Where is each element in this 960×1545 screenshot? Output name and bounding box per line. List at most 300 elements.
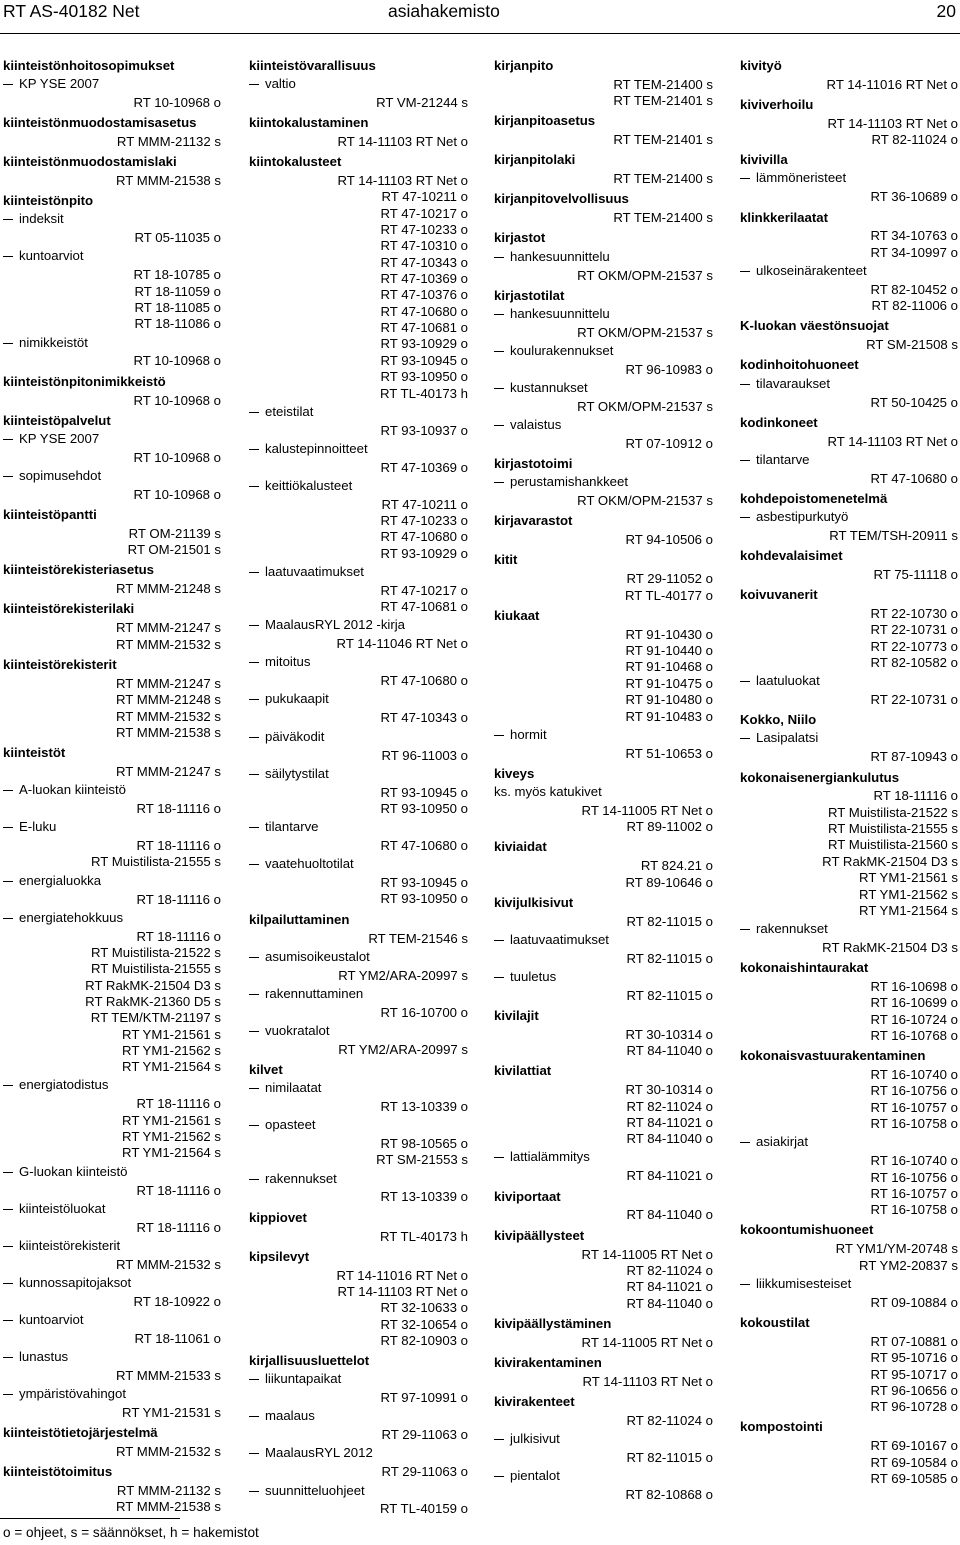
reference-code: RT 18-11116 o bbox=[136, 1096, 221, 1112]
reference-code: RT 84-11040 o bbox=[626, 1043, 713, 1059]
reference-code: RT YM1-21562 s bbox=[859, 886, 958, 902]
reference-code: RT 16-10740 o bbox=[870, 1067, 958, 1083]
reference-code: RT TL-40159 o bbox=[380, 1501, 468, 1517]
reference-code: RT 47-10343 o bbox=[380, 254, 468, 270]
reference-code: RT 84-11021 o bbox=[626, 1114, 713, 1130]
reference-code: RT 18-11059 o bbox=[134, 283, 221, 299]
index-column-1 bbox=[3, 54, 221, 1516]
reference-code: RT RakMK-21360 D5 s bbox=[85, 993, 221, 1009]
reference-code: RT 93-10945 o bbox=[380, 352, 468, 368]
reference-code: RT 93-10945 o bbox=[380, 875, 468, 891]
reference-code: RT TEM-21400 s bbox=[613, 76, 713, 92]
reference-code: RT MMM-21532 s bbox=[115, 708, 221, 724]
reference-code: RT YM2/ARA-20997 s bbox=[338, 967, 468, 983]
reference-code: RT 96-10656 o bbox=[870, 1382, 958, 1398]
index-heading: kokoontumishuoneet bbox=[740, 1222, 874, 1238]
reference-code: RT 82-10903 o bbox=[380, 1332, 468, 1348]
reference-code: RT 95-10717 o bbox=[870, 1366, 958, 1382]
reference-code: RT 14-11005 RT Net o bbox=[581, 1334, 713, 1350]
reference-code: RT 16-10740 o bbox=[870, 1153, 958, 1169]
reference-code: RT 22-10731 o bbox=[870, 692, 958, 708]
reference-code: RT Muistilista-21555 s bbox=[91, 854, 221, 870]
index-heading: kirjanpitovelvollisuus bbox=[494, 191, 629, 207]
reference-code: RT TEM/TSH-20911 s bbox=[829, 527, 958, 543]
index-heading: kivirakenteet bbox=[494, 1393, 575, 1409]
reference-code: RT 07-10912 o bbox=[625, 435, 713, 451]
index-heading: kiinteistönpitonimikkeistö bbox=[3, 373, 166, 389]
index-heading: kilpailuttaminen bbox=[249, 911, 350, 927]
reference-code: RT 98-10565 o bbox=[380, 1136, 468, 1152]
reference-code: RT 34-10997 o bbox=[870, 244, 958, 260]
reference-code: RT TEM-21400 s bbox=[613, 210, 713, 226]
reference-code: RT OM-21501 s bbox=[127, 542, 221, 558]
reference-code: RT 82-11015 o bbox=[626, 1449, 713, 1465]
reference-code: RT Muistilista-21555 s bbox=[828, 821, 958, 837]
reference-code: RT 22-10731 o bbox=[870, 622, 958, 638]
index-subentry: ulkoseinärakenteet bbox=[740, 263, 958, 279]
reference-code: RT 75-11118 o bbox=[873, 566, 958, 582]
index-subentry: koulurakennukset bbox=[494, 343, 713, 359]
reference-code: RT 824.21 o bbox=[640, 858, 713, 874]
index-subentry: A-luokan kiinteistö bbox=[3, 782, 221, 798]
reference-code: RT 84-11021 o bbox=[626, 1279, 713, 1295]
index-subentry: kiinteistöluokat bbox=[3, 1201, 221, 1217]
index-heading: K-luokan väestönsuojat bbox=[740, 318, 889, 334]
index-subentry: liikkumisesteiset bbox=[740, 1276, 958, 1292]
index-subentry: indeksit bbox=[3, 211, 221, 227]
reference-code: RT Muistilista-21522 s bbox=[828, 804, 958, 820]
index-subentry: MaalausRYL 2012 bbox=[249, 1445, 468, 1461]
index-heading: kiinteistönmuodostamislaki bbox=[3, 154, 177, 170]
index-subentry: kuntoarviot bbox=[3, 248, 221, 264]
reference-code: RT 69-10167 o bbox=[870, 1438, 958, 1454]
reference-code: RT 82-11024 o bbox=[626, 1098, 713, 1114]
index-subentry: kuntoarviot bbox=[3, 1312, 221, 1328]
reference-code: RT YM1-21531 s bbox=[122, 1404, 221, 1420]
reference-code: RT 18-11116 o bbox=[136, 801, 221, 816]
reference-code: RT 91-10440 o bbox=[625, 643, 713, 659]
index-heading: kivipäällysteet bbox=[494, 1227, 585, 1243]
reference-code: RT MMM-21532 s bbox=[115, 1256, 221, 1272]
index-note: ks. myös katukivet bbox=[494, 783, 602, 799]
reference-code: RT MMM-21532 s bbox=[115, 636, 221, 652]
reference-code: RT 36-10689 o bbox=[870, 189, 958, 205]
index-subentry: Lasipalatsi bbox=[740, 730, 958, 746]
reference-code: RT 93-10929 o bbox=[380, 336, 468, 352]
index-subentry: perustamishankkeet bbox=[494, 474, 713, 490]
reference-code: RT 47-10376 o bbox=[380, 287, 468, 303]
reference-code: RT 16-10699 o bbox=[870, 995, 958, 1011]
index-subentry: energiatodistus bbox=[3, 1077, 221, 1093]
reference-code: RT TEM/KTM-21197 s bbox=[90, 1010, 221, 1026]
reference-code: RT 82-10452 o bbox=[870, 281, 958, 297]
index-heading: kirjanpitolaki bbox=[494, 152, 576, 168]
reference-code: RT 32-10633 o bbox=[380, 1300, 468, 1316]
index-subentry: nimilaatat bbox=[249, 1080, 468, 1096]
reference-code: RT 10-10968 o bbox=[133, 392, 221, 408]
reference-code: RT YM1-21561 s bbox=[859, 870, 958, 886]
reference-code: RT MMM-21248 s bbox=[115, 692, 221, 708]
index-subentry: sopimusehdot bbox=[3, 468, 221, 484]
index-subentry: kustannukset bbox=[494, 380, 713, 396]
index-subentry: hankesuunnittelu bbox=[494, 306, 713, 322]
index-heading: kirjastotoimi bbox=[494, 456, 573, 472]
document-title: asiahakemisto bbox=[388, 1, 500, 21]
header-rule bbox=[0, 33, 960, 34]
index-heading: kiintokalusteet bbox=[249, 154, 342, 170]
reference-code: RT 18-10922 o bbox=[133, 1293, 221, 1309]
index-heading: kirjavarastot bbox=[494, 513, 573, 529]
reference-code: RT 82-11015 o bbox=[626, 950, 713, 966]
reference-code: RT 14-11103 RT Net o bbox=[582, 1373, 713, 1389]
reference-code: RT 69-10585 o bbox=[870, 1470, 958, 1486]
index-subentry: eteistilat bbox=[249, 404, 468, 420]
reference-code: RT TEM-21401 s bbox=[613, 132, 713, 148]
index-heading: kiinteistörekisterilaki bbox=[3, 601, 135, 617]
reference-code: RT 89-10646 o bbox=[625, 874, 713, 890]
index-subentry: asumisoikeustalot bbox=[249, 949, 468, 965]
index-heading: kirjanpitoasetus bbox=[494, 113, 596, 129]
index-heading: kohdevalaisimet bbox=[740, 548, 843, 564]
index-heading: kiveys bbox=[494, 765, 535, 781]
index-heading: kohdepoistomenetelmä bbox=[740, 490, 888, 506]
reference-code: RT YM2-20837 s bbox=[859, 1257, 958, 1273]
reference-code: RT 94-10506 o bbox=[625, 532, 713, 548]
reference-code: RT TL-40177 o bbox=[625, 587, 713, 603]
reference-code: RT 84-11040 o bbox=[626, 1207, 713, 1223]
index-heading: kiinteistörekisterit bbox=[3, 656, 117, 672]
index-subentry: lunastus bbox=[3, 1349, 221, 1365]
reference-code: RT 91-10483 o bbox=[625, 708, 713, 724]
reference-code: RT MMM-21532 s bbox=[115, 1444, 221, 1460]
reference-code: RT 18-11086 o bbox=[134, 316, 221, 332]
reference-code: RT 10-10968 o bbox=[133, 449, 221, 465]
reference-code: RT 14-11103 RT Net o bbox=[827, 433, 958, 449]
index-subentry: pientalot bbox=[494, 1468, 713, 1484]
reference-code: RT 87-10943 o bbox=[870, 749, 958, 765]
reference-code: RT 91-10480 o bbox=[625, 692, 713, 708]
reference-code: RT 82-11024 o bbox=[626, 1412, 713, 1428]
index-heading: kivityö bbox=[740, 57, 782, 73]
reference-code: RT 93-10929 o bbox=[380, 545, 468, 561]
reference-code: RT 93-10950 o bbox=[380, 800, 468, 816]
reference-code: RT 16-10757 o bbox=[870, 1185, 958, 1201]
reference-code: RT 47-10217 o bbox=[380, 205, 468, 221]
reference-code: RT 10-10968 o bbox=[133, 486, 221, 502]
index-subentry: vaatehuoltotilat bbox=[249, 856, 468, 872]
reference-code: RT 47-10310 o bbox=[380, 238, 468, 254]
index-subentry: G-luokan kiinteistö bbox=[3, 1164, 221, 1180]
index-heading: klinkkerilaatat bbox=[740, 209, 828, 225]
reference-code: RT YM1-21564 s bbox=[122, 1145, 221, 1161]
index-heading: kirjastot bbox=[494, 230, 546, 246]
reference-code: RT 14-11005 RT Net o bbox=[581, 802, 713, 818]
reference-code: RT MMM-21533 s bbox=[115, 1367, 221, 1383]
reference-code: RT 16-10768 o bbox=[870, 1028, 958, 1044]
reference-code: RT 14-11005 RT Net o bbox=[581, 1246, 713, 1262]
index-subentry: tilantarve bbox=[249, 819, 468, 835]
page-header bbox=[0, 0, 960, 30]
index-heading: kivijulkisivut bbox=[494, 894, 574, 910]
index-subentry: tilavaraukset bbox=[740, 376, 958, 392]
index-heading: kodinhoitohuoneet bbox=[740, 357, 859, 373]
footer-legend: o = ohjeet, s = säännökset, h = hakemistot bbox=[3, 1525, 259, 1540]
index-heading: kompostointi bbox=[740, 1419, 823, 1435]
index-heading: kilvet bbox=[249, 1061, 283, 1077]
reference-code: RT YM1-21561 s bbox=[122, 1026, 221, 1042]
reference-code: RT RakMK-21504 D3 s bbox=[822, 853, 958, 869]
reference-code: RT 05-11035 o bbox=[134, 230, 221, 246]
reference-code: RT YM2/ARA-20997 s bbox=[338, 1041, 468, 1057]
index-subentry: kiinteistörekisterit bbox=[3, 1238, 221, 1254]
reference-code: RT 47-10680 o bbox=[380, 303, 468, 319]
reference-code: RT MMM-21538 s bbox=[115, 1499, 221, 1515]
index-heading: kiviaidat bbox=[494, 839, 547, 855]
reference-code: RT 97-10991 o bbox=[380, 1390, 468, 1406]
index-subentry: rakennuttaminen bbox=[249, 986, 468, 1002]
reference-code: RT 18-10785 o bbox=[133, 267, 221, 283]
index-heading: kiinteistötoimitus bbox=[3, 1464, 113, 1480]
reference-code: RT 89-11002 o bbox=[626, 819, 713, 835]
index-heading: kivilajit bbox=[494, 1007, 539, 1023]
reference-code: RT 47-10680 o bbox=[380, 529, 468, 545]
index-subentry: laatuluokat bbox=[740, 673, 958, 689]
reference-code: RT 14-11103 RT Net o bbox=[827, 115, 958, 131]
index-subentry: päiväkodit bbox=[249, 729, 468, 745]
reference-code: RT TL-40173 h bbox=[380, 385, 468, 401]
document-code: RT AS-40182 Net bbox=[3, 1, 140, 21]
footer-rule bbox=[0, 1518, 180, 1519]
reference-code: RT 30-10314 o bbox=[625, 1082, 713, 1098]
index-heading: kiinteistönmuodostamisasetus bbox=[3, 115, 197, 131]
index-heading: kippiovet bbox=[249, 1209, 307, 1225]
reference-code: RT MMM-21247 s bbox=[115, 675, 221, 691]
reference-code: RT 16-10756 o bbox=[870, 1083, 958, 1099]
reference-code: RT 07-10881 o bbox=[870, 1333, 958, 1349]
reference-code: RT 47-10217 o bbox=[380, 582, 468, 598]
index-subentry: liikuntapaikat bbox=[249, 1371, 468, 1387]
index-subentry: suunnitteluohjeet bbox=[249, 1483, 468, 1499]
reference-code: RT 47-10681 o bbox=[380, 320, 468, 336]
reference-code: RT 14-11016 RT Net o bbox=[336, 1267, 468, 1283]
reference-code: RT 96-11003 o bbox=[381, 747, 468, 763]
reference-code: RT Muistilista-21560 s bbox=[828, 837, 958, 853]
reference-code: RT OKM/OPM-21537 s bbox=[577, 324, 713, 340]
index-subentry: energialuokka bbox=[3, 873, 221, 889]
reference-code: RT TEM-21400 s bbox=[613, 171, 713, 187]
index-subentry: asiakirjat bbox=[740, 1134, 958, 1150]
reference-code: RT 16-10758 o bbox=[870, 1202, 958, 1218]
reference-code: RT 16-10700 o bbox=[380, 1004, 468, 1020]
reference-code: RT 14-11103 RT Net o bbox=[337, 1283, 468, 1299]
reference-code: RT 84-11040 o bbox=[626, 1131, 713, 1147]
reference-code: RT 10-10968 o bbox=[133, 353, 221, 369]
reference-code: RT 14-11103 RT Net o bbox=[337, 173, 468, 189]
reference-code: RT 47-10681 o bbox=[380, 599, 468, 615]
index-heading: kipsilevyt bbox=[249, 1248, 310, 1264]
index-subentry: KP YSE 2007 bbox=[3, 76, 221, 92]
index-heading: kiinteistörekisteriasetus bbox=[3, 562, 154, 578]
reference-code: RT 32-10654 o bbox=[380, 1316, 468, 1332]
reference-code: RT 93-10945 o bbox=[380, 784, 468, 800]
index-heading: kiviverhoilu bbox=[740, 96, 814, 112]
reference-code: RT 82-11015 o bbox=[626, 913, 713, 929]
reference-code: RT 93-10950 o bbox=[380, 369, 468, 385]
index-heading: kiintokalustaminen bbox=[249, 115, 369, 131]
reference-code: RT 10-10968 o bbox=[133, 94, 221, 110]
reference-code: RT 93-10937 o bbox=[380, 422, 468, 438]
index-subentry: laatuvaatimukset bbox=[494, 932, 713, 948]
index-subentry: energiatehokkuus bbox=[3, 910, 221, 926]
index-subentry: säilytystilat bbox=[249, 766, 468, 782]
reference-code: RT 47-10343 o bbox=[380, 710, 468, 726]
index-heading: kiviportaat bbox=[494, 1188, 561, 1204]
index-heading: kokonaishintaurakat bbox=[740, 960, 869, 976]
index-heading: kiinteistönhoitosopimukset bbox=[3, 57, 175, 73]
reference-code: RT YM1-21564 s bbox=[859, 902, 958, 918]
reference-code: RT 51-10653 o bbox=[625, 745, 713, 761]
reference-code: RT MMM-21132 s bbox=[116, 133, 221, 149]
index-subentry: opasteet bbox=[249, 1117, 468, 1133]
reference-code: RT 16-10756 o bbox=[870, 1169, 958, 1185]
reference-code: RT 47-10680 o bbox=[870, 470, 958, 486]
reference-code: RT SM-21508 s bbox=[866, 337, 958, 353]
reference-code: RT Muistilista-21555 s bbox=[91, 961, 221, 977]
reference-code: RT 47-10233 o bbox=[380, 513, 468, 529]
reference-code: RT YM1/YM-20748 s bbox=[835, 1241, 958, 1257]
reference-code: RT OKM/OPM-21537 s bbox=[577, 493, 713, 509]
reference-code: RT YM1-21561 s bbox=[122, 1112, 221, 1128]
reference-code: RT MMM-21538 s bbox=[115, 173, 221, 189]
reference-code: RT TEM-21401 s bbox=[613, 93, 713, 109]
reference-code: RT 69-10584 o bbox=[870, 1454, 958, 1470]
index-heading: koivuvanerit bbox=[740, 587, 818, 603]
index-heading: kivirakentaminen bbox=[494, 1354, 602, 1370]
reference-code: RT 16-10758 o bbox=[870, 1116, 958, 1132]
index-heading: kiukaat bbox=[494, 607, 540, 623]
reference-code: RT 18-11116 o bbox=[136, 1219, 221, 1235]
reference-code: RT MMM-21538 s bbox=[115, 724, 221, 740]
reference-code: RT 47-10680 o bbox=[380, 838, 468, 853]
reference-code: RT 93-10950 o bbox=[380, 891, 468, 907]
page-number: 20 bbox=[936, 1, 956, 21]
reference-code: RT 13-10339 o bbox=[380, 1098, 468, 1114]
index-subentry: julkisivut bbox=[494, 1431, 713, 1447]
reference-code: RT 29-11052 o bbox=[626, 571, 713, 587]
reference-code: RT 18-11116 o bbox=[136, 838, 221, 854]
reference-code: RT 84-11021 o bbox=[626, 1168, 713, 1184]
reference-code: RT 16-10757 o bbox=[870, 1099, 958, 1115]
reference-code: RT RakMK-21504 D3 s bbox=[822, 939, 958, 955]
reference-code: RT 91-10430 o bbox=[625, 626, 713, 642]
index-heading: kitit bbox=[494, 552, 518, 568]
index-heading: kirjanpito bbox=[494, 57, 554, 73]
reference-code: RT 18-11061 o bbox=[134, 1330, 221, 1346]
index-column-2 bbox=[249, 54, 468, 1518]
reference-code: RT 91-10468 o bbox=[625, 659, 713, 675]
index-heading: kiinteistötietojärjestelmä bbox=[3, 1425, 158, 1441]
reference-code: RT 34-10763 o bbox=[870, 228, 958, 244]
reference-code: RT OKM/OPM-21537 s bbox=[577, 398, 713, 414]
index-subentry: valtio bbox=[249, 76, 468, 92]
index-subentry: tilantarve bbox=[740, 452, 958, 468]
reference-code: RT 29-11063 o bbox=[381, 1464, 468, 1480]
index-column-4 bbox=[740, 54, 958, 1487]
reference-code: RT 82-10868 o bbox=[625, 1486, 713, 1502]
index-subentry: asbestipurkutyö bbox=[740, 509, 958, 525]
reference-code: RT RakMK-21504 D3 s bbox=[85, 977, 221, 993]
reference-code: RT Muistilista-21522 s bbox=[91, 944, 221, 960]
reference-code: RT 47-10211 o bbox=[381, 496, 468, 512]
reference-code: RT 16-10724 o bbox=[870, 1011, 958, 1027]
index-subentry: hormit bbox=[494, 727, 713, 743]
reference-code: RT 95-10716 o bbox=[870, 1350, 958, 1366]
reference-code: RT 47-10369 o bbox=[380, 271, 468, 287]
index-column-3 bbox=[494, 54, 713, 1503]
reference-code: RT 18-11116 o bbox=[873, 788, 958, 804]
index-heading: kivilattiat bbox=[494, 1063, 552, 1079]
reference-code: RT 18-11085 o bbox=[134, 300, 221, 316]
reference-code: RT MMM-21248 s bbox=[115, 581, 221, 597]
index-subentry: KP YSE 2007 bbox=[3, 431, 221, 447]
index-heading: kivivilla bbox=[740, 152, 788, 168]
reference-code: RT SM-21553 s bbox=[376, 1152, 468, 1168]
index-heading: kivipäällystäminen bbox=[494, 1315, 612, 1331]
reference-code: RT TL-40173 h bbox=[380, 1228, 468, 1244]
index-heading: kiinteistövarallisuus bbox=[249, 57, 376, 73]
reference-code: RT 18-11116 o bbox=[136, 1182, 221, 1198]
index-heading: kiinteistöpantti bbox=[3, 506, 97, 522]
reference-code: RT YM1-21562 s bbox=[122, 1042, 221, 1058]
reference-code: RT 82-11006 o bbox=[871, 298, 958, 314]
reference-code: RT 96-10728 o bbox=[870, 1399, 958, 1415]
reference-code: RT 16-10698 o bbox=[870, 979, 958, 995]
reference-code: RT 96-10983 o bbox=[625, 361, 713, 377]
index-heading: kokonaisenergiankulutus bbox=[740, 769, 900, 785]
reference-code: RT TEM-21546 s bbox=[368, 930, 468, 946]
reference-code: RT YM1-21564 s bbox=[122, 1059, 221, 1075]
index-heading: kirjallisuusluettelot bbox=[249, 1353, 370, 1369]
index-subentry: keittiökalusteet bbox=[249, 478, 468, 494]
index-heading: kokoustilat bbox=[740, 1314, 810, 1330]
index-subentry: vuokratalot bbox=[249, 1023, 468, 1039]
index-subentry: rakennukset bbox=[740, 921, 958, 937]
reference-code: RT 91-10475 o bbox=[625, 675, 713, 691]
index-heading: Kokko, Niilo bbox=[740, 712, 817, 728]
index-heading: kiinteistöt bbox=[3, 744, 66, 760]
index-subentry: kunnossapitojaksot bbox=[3, 1275, 221, 1291]
index-heading: kiinteistöpalvelut bbox=[3, 412, 111, 428]
index-subentry: laatuvaatimukset bbox=[249, 564, 468, 580]
reference-code: RT 18-11116 o bbox=[136, 891, 221, 907]
index-subentry: mitoitus bbox=[249, 654, 468, 670]
reference-code: RT 47-10211 o bbox=[381, 189, 468, 205]
index-subentry: MaalausRYL 2012 -kirja bbox=[249, 617, 468, 633]
reference-code: RT OM-21139 s bbox=[128, 525, 221, 541]
reference-code: RT MMM-21247 s bbox=[115, 620, 221, 636]
index-subentry: maalaus bbox=[249, 1408, 468, 1424]
index-subentry: rakennukset bbox=[249, 1171, 468, 1187]
reference-code: RT MMM-21247 s bbox=[115, 763, 221, 779]
index-subentry: valaistus bbox=[494, 417, 713, 433]
index-heading: kiinteistönpito bbox=[3, 193, 94, 209]
reference-code: RT 82-11015 o bbox=[626, 987, 713, 1003]
index-subentry: E-luku bbox=[3, 819, 221, 835]
reference-code: RT 18-11116 o bbox=[136, 928, 221, 944]
reference-code: RT 82-10582 o bbox=[870, 655, 958, 671]
reference-code: RT 14-11046 RT Net o bbox=[336, 636, 468, 652]
index-heading: kokonaisvastuurakentaminen bbox=[740, 1048, 926, 1064]
